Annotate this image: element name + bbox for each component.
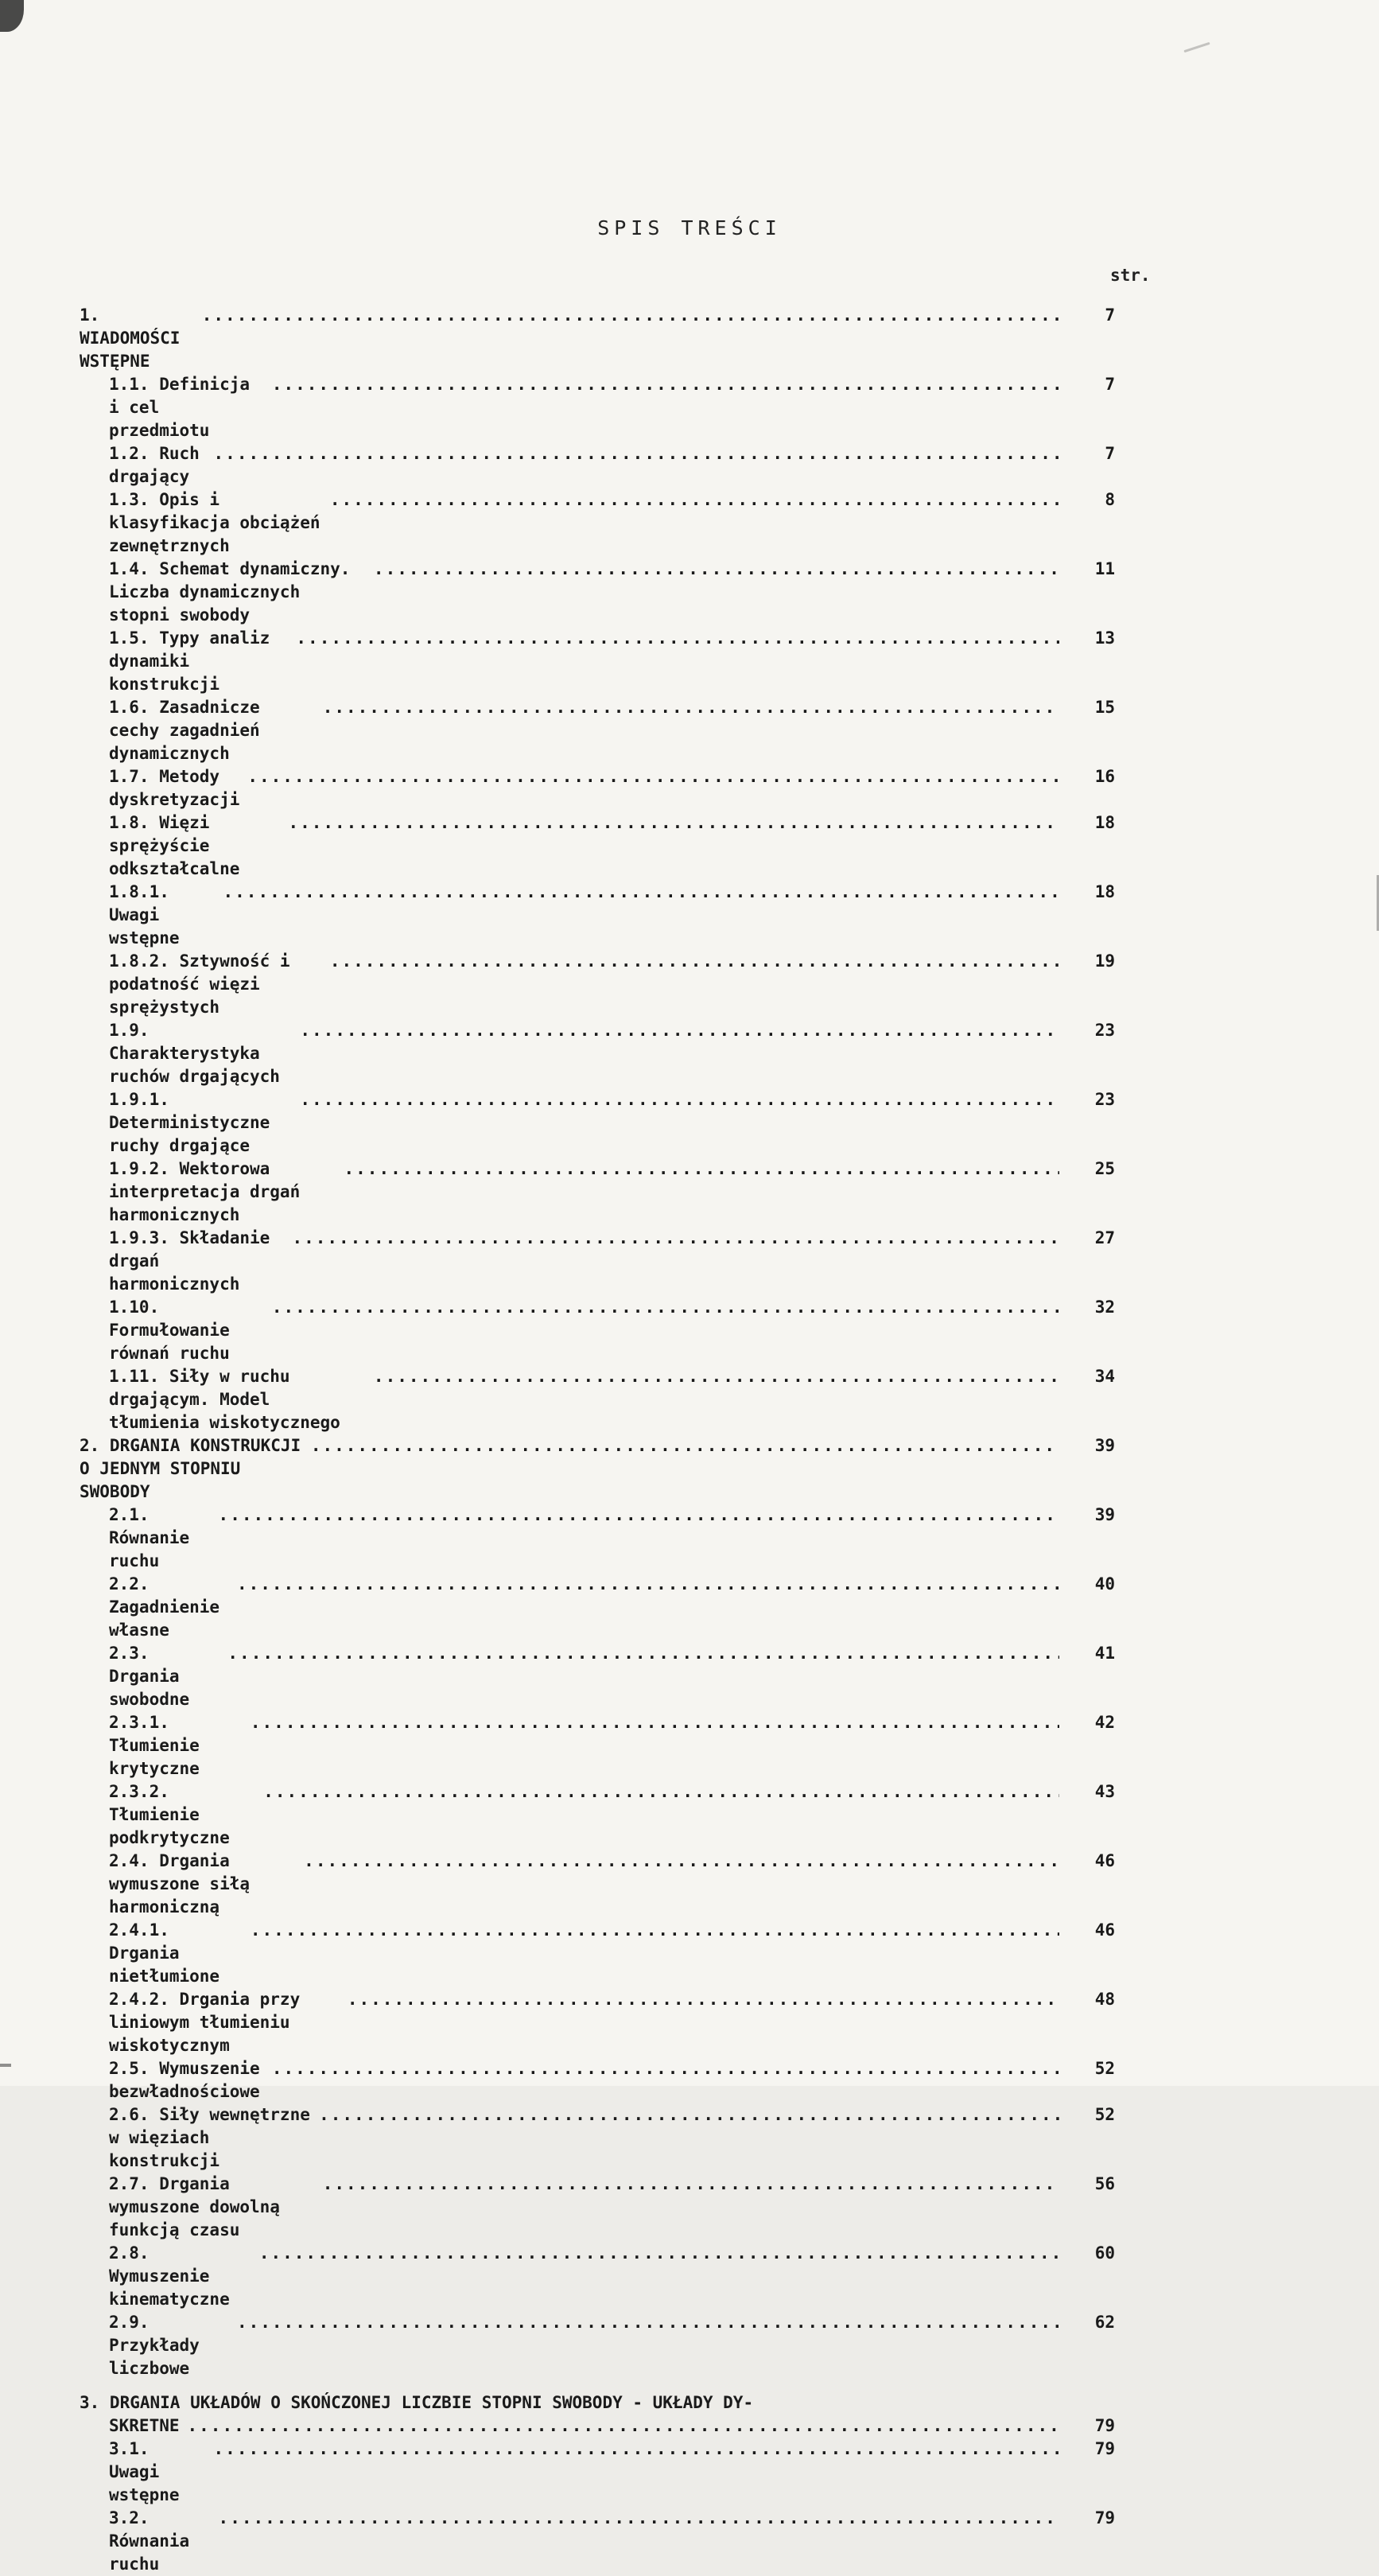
dot-leader xyxy=(251,1919,1059,1942)
toc-list xyxy=(80,304,1115,2576)
dot-leader xyxy=(296,627,1059,650)
toc-entry-label: 2.3.2. Tłumienie podkrytyczne xyxy=(109,1782,230,1847)
toc-entry-page: 16 xyxy=(1094,767,1115,786)
toc-entry xyxy=(80,1573,1115,1642)
toc-entry-page: 46 xyxy=(1094,1851,1115,1870)
toc-entry-label: 1.10. Formułowanie równań ruchu xyxy=(109,1298,240,1363)
toc-entry-page: 13 xyxy=(1094,628,1115,648)
toc-entry xyxy=(80,1850,1115,1919)
toc-entry xyxy=(80,2438,1115,2507)
dot-leader xyxy=(237,1573,1059,1596)
dot-leader xyxy=(374,1365,1059,1388)
toc-entry xyxy=(80,1711,1115,1780)
scan-artifact-squiggle xyxy=(1183,42,1210,53)
toc-entry xyxy=(80,1019,1115,1088)
toc-entry xyxy=(80,811,1115,881)
dot-leader xyxy=(319,2103,1059,2127)
dot-leader xyxy=(272,1296,1059,1319)
toc-entry-page: 7 xyxy=(1105,375,1115,394)
toc-entry xyxy=(80,950,1115,1019)
toc-entry-page: 15 xyxy=(1094,698,1115,717)
toc-entry xyxy=(80,2391,1115,2415)
toc-entry-label: 1.2. Ruch drgający xyxy=(109,444,210,486)
dot-leader xyxy=(227,1642,1059,1665)
dot-leader xyxy=(272,2057,1059,2080)
toc-entry-label: 2.4. Drgania wymuszone siłą harmoniczną xyxy=(109,1851,260,1916)
toc-entry-page: 60 xyxy=(1094,2243,1115,2263)
toc-entry-page: 79 xyxy=(1094,2439,1115,2458)
dot-leader xyxy=(237,2311,1059,2334)
toc-entry xyxy=(80,1158,1115,1227)
toc-entry-label: 2.2. Zagadnienie własne xyxy=(109,1574,230,1640)
toc-entry-label: 1.8.1. Uwagi wstępne xyxy=(109,882,180,948)
toc-entry xyxy=(80,488,1115,558)
toc-entry-label: 2.4.1. Drgania nietłumione xyxy=(109,1920,220,1986)
toc-entry xyxy=(80,1504,1115,1573)
toc-entry-page: 48 xyxy=(1094,1990,1115,2009)
dot-leader xyxy=(330,488,1059,512)
toc-entry-page: 23 xyxy=(1094,1021,1115,1040)
toc-entry-page: 79 xyxy=(1094,2508,1115,2527)
dot-leader xyxy=(300,1019,1059,1042)
toc-entry-label: 2.7. Drgania wymuszone dowolną funkcją czasu xyxy=(109,2174,290,2239)
dot-leader xyxy=(374,558,1059,581)
dot-leader xyxy=(214,442,1059,465)
dot-leader xyxy=(288,811,1059,835)
toc-entry-label: 2.6. Siły wewnętrzne w więziach konstrukcji xyxy=(109,2105,320,2170)
dot-leader xyxy=(259,2242,1059,2265)
toc-entry-page: 43 xyxy=(1094,1782,1115,1801)
toc-entry-label: 2.3.1. Tłumienie krytyczne xyxy=(109,1713,210,1778)
toc-entry-label: 1.5. Typy analiz dynamiki konstrukcji xyxy=(109,628,280,694)
toc-entry-label: 2. DRGANIA KONSTRUKCJI O JEDNYM STOPNIU SWOBODY xyxy=(80,1436,311,1501)
toc-entry-page: 19 xyxy=(1094,951,1115,971)
toc-entry-page: 23 xyxy=(1094,1090,1115,1109)
toc-entry-label: 1.11. Siły w ruchu drgającym. Model tłumienia wiskotycznego xyxy=(109,1367,340,1432)
dot-leader xyxy=(223,881,1059,904)
toc-entry-label: 1.3. Opis i klasyfikacja obciążeń zewnętrznych xyxy=(109,490,331,555)
scan-artifact-corner xyxy=(0,0,24,32)
dot-leader xyxy=(251,1711,1059,1734)
toc-entry xyxy=(80,696,1115,765)
toc-entry-label: 2.5. Wymuszenie bezwładnościowe xyxy=(109,2059,270,2101)
toc-entry xyxy=(80,2311,1115,2380)
toc-entry-page: 25 xyxy=(1094,1159,1115,1178)
toc-entry-label: 1.7. Metody dyskretyzacji xyxy=(109,767,240,809)
toc-entry-page: 32 xyxy=(1094,1298,1115,1317)
toc-entry-label: SKRETNE xyxy=(109,2416,180,2435)
toc-entry-label: 1.6. Zasadnicze cechy zagadnień dynamicznych xyxy=(109,698,270,763)
toc-entry-page: 8 xyxy=(1105,490,1115,509)
toc-entry-page: 18 xyxy=(1094,882,1115,901)
toc-entry-label: 1.9.2. Wektorowa interpretacja drgań harmonicznych xyxy=(109,1159,310,1224)
toc-entry-page: 40 xyxy=(1094,1574,1115,1593)
dot-leader xyxy=(188,2415,1059,2438)
toc-entry xyxy=(80,765,1115,811)
dot-leader xyxy=(323,2173,1059,2196)
toc-entry-label: 1.9. Charakterystyka ruchów drgających xyxy=(109,1021,280,1086)
dot-leader xyxy=(202,304,1059,327)
toc-entry xyxy=(80,881,1115,950)
dot-leader xyxy=(263,1780,1059,1804)
dot-leader xyxy=(344,1158,1059,1181)
toc-entry-label: 3. DRGANIA UKŁADÓW O SKOŃCZONEJ LICZBIE STOPNI SWOBODY - UKŁADY DY- xyxy=(80,2393,754,2412)
dot-leader xyxy=(304,1850,1059,1873)
toc-entry xyxy=(80,1434,1115,1504)
toc-entry-page: 79 xyxy=(1094,2416,1115,2435)
toc-entry-page: 27 xyxy=(1094,1228,1115,1247)
toc-entry-page: 56 xyxy=(1094,2174,1115,2193)
toc-entry xyxy=(80,558,1115,627)
dot-leader xyxy=(311,1434,1059,1457)
toc-entry-label: 1.9.1. Deterministyczne ruchy drgające xyxy=(109,1090,280,1155)
toc-entry-page: 41 xyxy=(1094,1644,1115,1663)
dot-leader xyxy=(300,1088,1059,1111)
dot-leader xyxy=(219,1504,1059,1527)
toc-entry-label: 3.2. Równania ruchu xyxy=(109,2508,200,2574)
toc-entry-page: 46 xyxy=(1094,1920,1115,1940)
toc-entry-label: 3.1. Uwagi wstępne xyxy=(109,2439,180,2504)
toc-entry-label: 2.1. Równanie ruchu xyxy=(109,1505,200,1570)
page-title: SPIS TREŚCI xyxy=(597,216,782,239)
toc-entry-label: 1.9.3. Składanie drgań harmonicznych xyxy=(109,1228,280,1294)
dot-leader xyxy=(348,1988,1059,2011)
toc-entry xyxy=(80,627,1115,696)
toc-entry xyxy=(80,1227,1115,1296)
toc-entry-page: 7 xyxy=(1105,444,1115,463)
toc-entry xyxy=(80,1296,1115,1365)
toc-entry-page: 34 xyxy=(1094,1367,1115,1386)
toc-entry-page: 52 xyxy=(1094,2105,1115,2124)
page-column-header: str. xyxy=(1110,266,1151,285)
dot-leader xyxy=(219,2507,1059,2530)
dot-leader xyxy=(247,765,1059,788)
toc-entry xyxy=(80,2057,1115,2103)
toc-entry-page: 39 xyxy=(1094,1505,1115,1524)
toc-entry-page: 42 xyxy=(1094,1713,1115,1732)
toc-entry xyxy=(80,1988,1115,2057)
dot-leader xyxy=(323,696,1059,719)
dot-leader xyxy=(292,1227,1059,1250)
toc-entry xyxy=(80,304,1115,373)
toc-entry xyxy=(80,2173,1115,2242)
toc-entry xyxy=(80,1365,1115,1434)
toc-entry-page: 39 xyxy=(1094,1436,1115,1455)
dot-leader xyxy=(214,2438,1059,2461)
toc-entry xyxy=(80,1780,1115,1850)
toc-entry-page: 7 xyxy=(1105,305,1115,325)
toc-entry-page: 18 xyxy=(1094,813,1115,832)
toc-entry xyxy=(80,1919,1115,1988)
toc-entry xyxy=(80,1642,1115,1711)
toc-entry xyxy=(80,2415,1115,2438)
toc-entry-label: 1. WIADOMOŚCI WSTĘPNE xyxy=(80,305,191,371)
toc-entry-label: 2.3. Drgania swobodne xyxy=(109,1644,190,1709)
toc-entry-label: 2.4.2. Drgania przy liniowym tłumieniu wiskotycznym xyxy=(109,1990,310,2055)
toc-entry-label: 2.8. Wymuszenie kinematyczne xyxy=(109,2243,230,2309)
toc-entry-label: 1.8.2. Sztywność i podatność więzi sprężystych xyxy=(109,951,301,1017)
toc-entry-page: 11 xyxy=(1094,559,1115,578)
toc-entry xyxy=(80,442,1115,488)
toc-entry-page: 52 xyxy=(1094,2059,1115,2078)
toc-entry xyxy=(80,2242,1115,2311)
toc-entry-label: 2.9. Przykłady liczbowe xyxy=(109,2313,210,2378)
toc-entry-label: 1.1. Definicja i cel przedmiotu xyxy=(109,375,260,440)
scan-artifact-dash xyxy=(0,2064,11,2067)
toc-entry xyxy=(80,373,1115,442)
toc-entry-page: 62 xyxy=(1094,2313,1115,2332)
toc-entry xyxy=(80,2507,1115,2576)
toc-entry xyxy=(80,2103,1115,2173)
dot-leader xyxy=(330,950,1059,973)
toc-entry-label: 1.4. Schemat dynamiczny. Liczba dynamicznych stopni swobody xyxy=(109,559,361,625)
dot-leader xyxy=(272,373,1059,396)
toc-entry xyxy=(80,1088,1115,1158)
toc-entry-label: 1.8. Więzi sprężyście odkształcalne xyxy=(109,813,240,878)
